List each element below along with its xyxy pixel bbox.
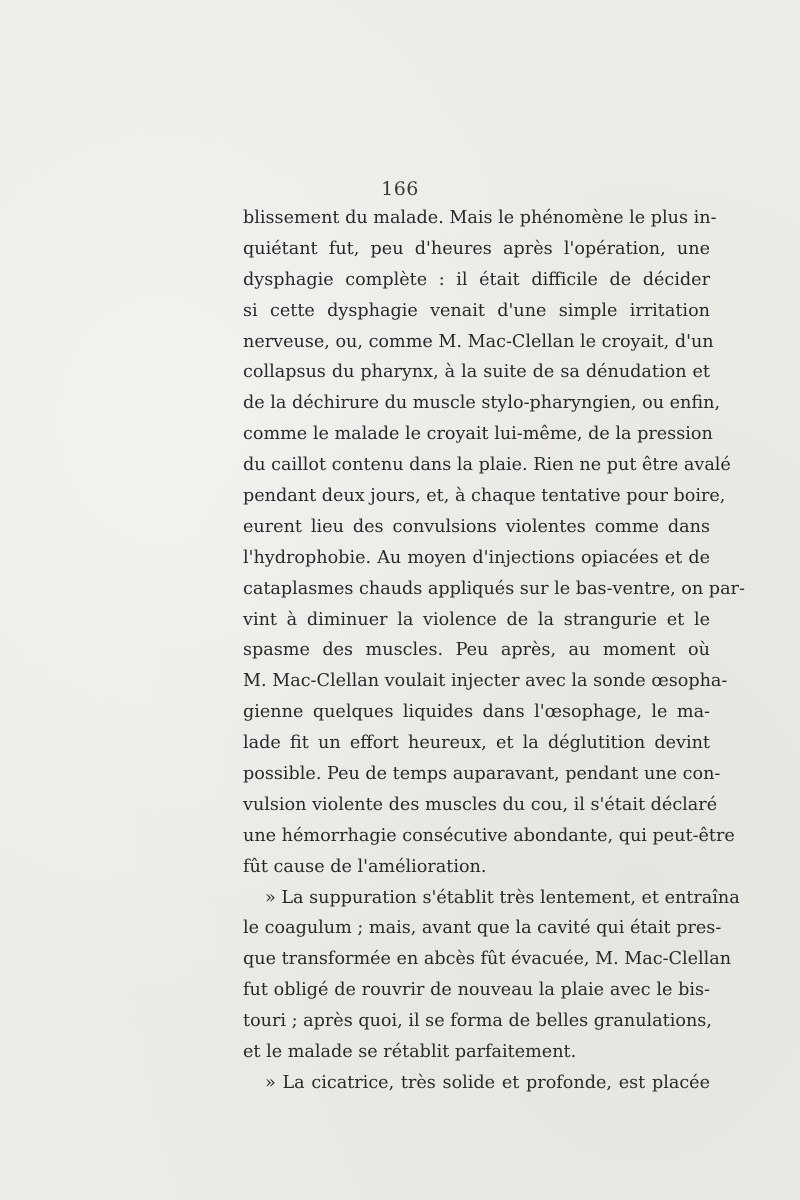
text-line: fût cause de l'amélioration. [243,856,487,877]
text-line: collapsus du pharynx, à la suite de sa dénudation et [243,362,710,383]
text-line: comme le malade le croyait lui-même, de la pression [243,424,713,445]
text-line: gienne quelques liquides dans l'œsophage, le ma- [243,702,710,723]
text-line: le coagulum ; mais, avant que la cavité qui était pres- [243,918,722,939]
text-line: si cette dysphagie venait d'une simple irritation [243,300,710,321]
text-line: » La cicatrice, très solide et profonde, est placée [265,1072,710,1093]
text-line: spasme des muscles. Peu après, au moment où [243,640,710,661]
text-line: cataplasmes chauds appliqués sur le bas-ventre, on par- [243,578,745,599]
text-line: l'hydrophobie. Au moyen d'injections opiacées et de [243,547,710,568]
text-line: une hémorrhagie consécutive abondante, qui peut-être [243,825,735,846]
page-number: 166 [381,178,419,200]
body-text [243,203,745,1099]
text-line: M. Mac-Clellan voulait injecter avec la sonde œsopha- [243,671,728,692]
text-line: lade fit un effort heureux, et la déglutition devint [243,733,710,754]
text-line: vint à diminuer la violence de la strangurie et le [243,609,710,630]
text-line: et le malade se rétablit parfaitement. [243,1042,577,1063]
text-line: dysphagie complète : il était difficile de décider [243,269,710,290]
text-line: eurent lieu des convulsions violentes comme dans [243,516,710,537]
text-line: touri ; après quoi, il se forma de belles granulations, [243,1011,712,1032]
text-line: possible. Peu de temps auparavant, pendant une con- [243,764,721,785]
text-line: du caillot contenu dans la plaie. Rien ne put être avalé [243,455,731,476]
text-line: de la déchirure du muscle stylo-pharyngien, ou enfin, [243,393,721,414]
text-line: quiétant fut, peu d'heures après l'opération, une [243,238,710,259]
text-line: nerveuse, ou, comme M. Mac-Clellan le croyait, d'un [243,331,714,352]
text-line: fut obligé de rouvrir de nouveau la plaie avec le bis- [243,980,710,1001]
text-line: pendant deux jours, et, à chaque tentative pour boire, [243,486,726,507]
text-line: blissement du malade. Mais le phénomène le plus in- [243,208,717,228]
text-line: vulsion violente des muscles du cou, il s'était déclaré [243,794,718,815]
text-line: que transformée en abcès fût évacuée, M. Mac-Clellan [243,949,732,970]
text-line: » La suppuration s'établit très lentement, et entraîna [265,887,740,908]
